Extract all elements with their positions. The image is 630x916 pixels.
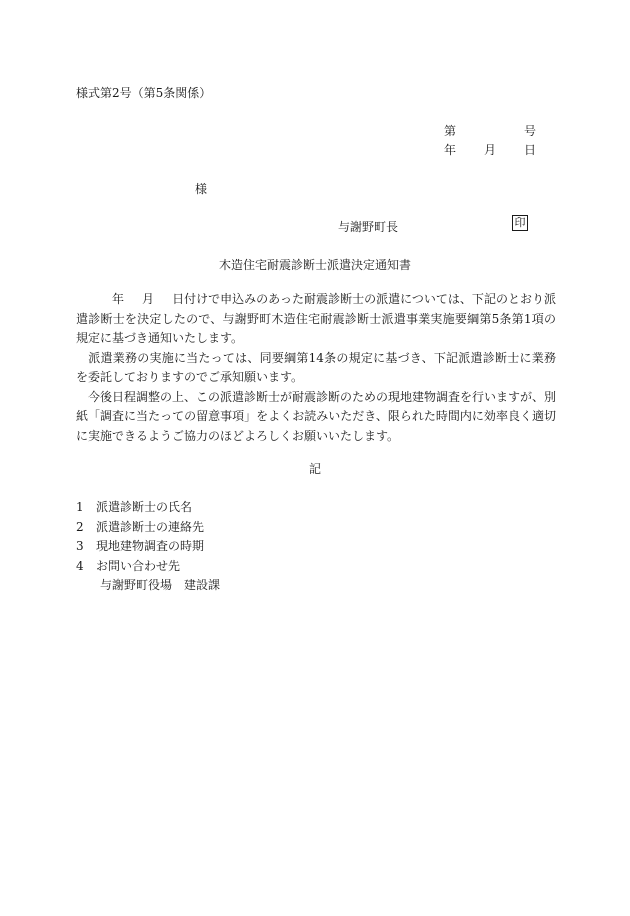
seal-mark: 印 [512,215,528,231]
issue-date [444,141,536,158]
p1-month: 月 [142,292,155,306]
document-number-prefix: 第 [444,124,457,138]
list-item: 3 現地建物調査の時期 [76,539,205,553]
document-number-suffix: 号 [523,124,536,138]
body-paragraph-1 [76,290,556,349]
sender: 与謝野町長 [338,220,399,234]
list-item: 4 お問い合わせ先 [76,558,181,573]
list-item: 2 派遣診断士の連絡先 [76,519,205,534]
p1-text: 日付けで申込みのあった耐震診断士の派遣については、下記のとおり派遣診断士を決定したので、与謝野町木造住宅耐震診断士派遣事業実施要綱第5条第1項の規定に基づき通知いたします。 [76,292,556,345]
items-list [76,498,220,596]
addressee: 様 [195,182,208,196]
date-year: 年 [444,143,457,157]
body-paragraph-3: 今後日程調整の上、この派遣診断士が耐震診断のための現地建物調査を行いますが、別紙「調査に当たっての留意事項」をよくお読みいただき、限られた時間内に効率良く適切に実施できるようご協力のほどよろしくお願いいたします。 [76,389,557,443]
document-number [444,122,536,139]
list-item: 1 派遣診断士の氏名 [76,500,193,514]
p1-year: 年 [112,292,125,306]
form-number: 様式第2号（第5条関係） [76,86,212,100]
document-title: 木造住宅耐震診断士派遣決定通知書 [218,258,411,272]
date-month: 月 [483,143,496,157]
body-paragraph-2: 派遣業務の実施に当たっては、同要綱第14条の規定に基づき、下記派遣診断士に業務を委託しておりますのでご承知願います。 [76,350,556,384]
date-day: 日 [523,143,536,157]
notes-heading: 記 [308,462,321,476]
document-body [76,290,556,446]
contact-office: 与謝野町役場 建設課 [100,578,221,592]
